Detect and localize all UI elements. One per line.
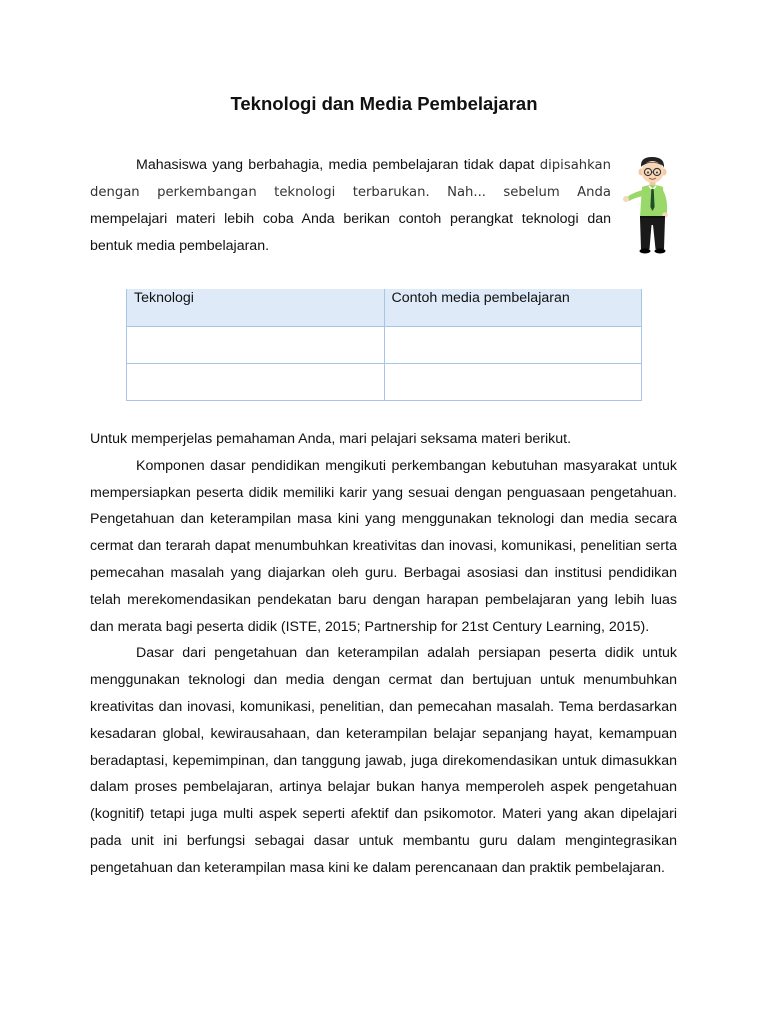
teacher-pointing-icon xyxy=(622,155,676,255)
answer-table xyxy=(126,289,642,401)
table-header-row xyxy=(127,289,642,327)
page-title: Teknologi dan Media Pembelajaran xyxy=(230,93,538,114)
table-cell[interactable] xyxy=(127,327,385,364)
table-cell[interactable] xyxy=(384,364,642,401)
table-row xyxy=(127,327,642,364)
body-text xyxy=(90,426,677,882)
body-paragraph-1: Untuk memperjelas pemahaman Anda, mari pelajari seksama materi berikut. xyxy=(90,431,572,447)
intro-rest: mempelajari materi lebih coba Anda berikan contoh perangkat teknologi dan bentuk media pembelajaran. xyxy=(90,211,611,254)
intro-paragraph xyxy=(90,152,611,260)
table-row xyxy=(127,364,642,401)
table-cell[interactable] xyxy=(384,327,642,364)
table-header-contoh-media: Contoh media pembelajaran xyxy=(384,289,642,327)
intro-line-2: dipisahkan dengan perkembangan teknologi terbarukan. Nah... sebelum Anda xyxy=(90,158,611,200)
body-paragraph-2: Komponen dasar pendidikan mengikuti perkembangan kebutuhan masyarakat untuk mempersiapkan peserta didik memiliki karir yang sesuai dengan penguasaan pengetahuan. Pengetahuan dan keterampilan masa kini yang menggunakan teknologi dan media secara cermat dan terarah dapat menumbuhkan kreativitas dan inovasi, komunikasi, penelitian serta pemecahan masalah yang diajarkan oleh guru. Berbagai asosiasi dan institusi pendidikan telah merekomendasikan pendekatan baru dengan harapan pembelajaran yang lebih luas dan merata bagi peserta didik (ISTE, 2015; Partnership for 21st Century Learning, 2015). xyxy=(90,457,677,635)
body-paragraph-3: Dasar dari pengetahuan dan keterampilan adalah persiapan peserta didik untuk menggunakan teknologi dan media dengan cermat dan bertujuan untuk menumbuhkan kreativitas dan inovasi, komunikasi, penelitian, dan pemecahan masalah. Tema berdasarkan kesadaran global, kewirausahaan, dan keterampilan belajar sepanjang hayat, kemampuan beradaptasi, kepemimpinan, dan tanggung jawab, juga direkomendasikan untuk dimasukkan dalam proses pembelajaran, artinya belajar bukan hanya memperoleh aspek pengetahuan (kognitif) tetapi juga multi aspek seperti afektif dan psikomotor. Materi yang akan dipelajari pada unit ini berfungsi sebagai dasar untuk membantu guru dalam mengintegrasikan pengetahuan dan keterampilan masa kini ke dalam perencanaan dan praktik pembelajaran. xyxy=(90,645,677,876)
table-cell[interactable] xyxy=(127,364,385,401)
table-header-teknologi: Teknologi xyxy=(127,289,385,327)
intro-line-1: Mahasiswa yang berbahagia, media pembelajaran tidak dapat xyxy=(136,157,535,173)
